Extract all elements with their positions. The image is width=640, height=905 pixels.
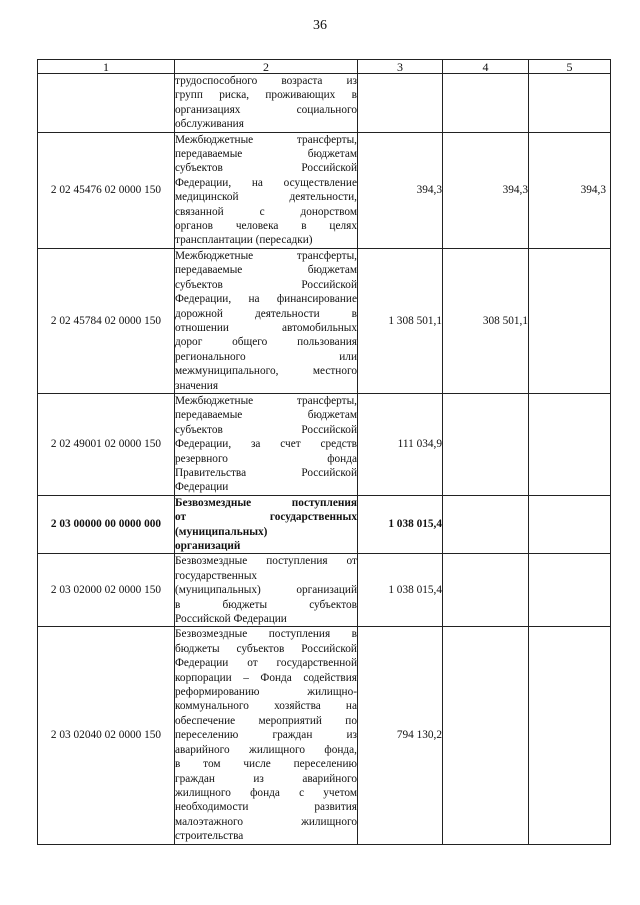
amount-col3: 394,3: [358, 132, 443, 248]
description-cell: [175, 627, 358, 844]
budget-code: [38, 74, 175, 133]
word: средств: [320, 438, 357, 451]
word: деятельности,: [289, 191, 357, 204]
budget-code: 2 03 02040 02 0000 150: [38, 627, 175, 844]
word: Российской: [301, 278, 357, 291]
column-header: 1: [38, 60, 175, 74]
word: отношении: [175, 321, 229, 334]
word: осуществление: [283, 176, 357, 189]
word: Федерации,: [175, 293, 232, 306]
word: Безвозмездные: [175, 555, 248, 568]
amount-col4: [443, 627, 529, 844]
description-line: [175, 423, 357, 437]
word: трансферты,: [296, 249, 357, 262]
word: Российской: [301, 642, 357, 655]
word: переселению: [293, 758, 357, 771]
description-line: значения: [175, 379, 219, 392]
description-line: [175, 642, 357, 656]
description-line: [175, 452, 357, 466]
description-line: [175, 219, 357, 233]
word: бюджеты: [222, 598, 268, 611]
word: (муниципальных): [175, 584, 261, 597]
description-line: [175, 161, 357, 175]
word: групп: [175, 89, 203, 102]
word: финансирование: [276, 293, 357, 306]
description-line: [175, 699, 357, 713]
table-row: [38, 132, 611, 248]
word: мероприятий: [258, 714, 322, 727]
header-row: [38, 60, 611, 74]
description-line: [175, 408, 357, 422]
budget-code: 2 02 45784 02 0000 150: [38, 248, 175, 393]
word: в: [175, 758, 181, 771]
description-line: [175, 437, 357, 451]
amount-col5: 394,3: [529, 132, 611, 248]
description-line: [175, 757, 357, 771]
word: содействия: [303, 671, 357, 684]
word: передаваемые: [175, 409, 243, 422]
column-header: 2: [175, 60, 358, 74]
word: граждан: [272, 729, 313, 742]
description-line: [175, 743, 357, 757]
word: на: [345, 700, 357, 713]
description-cell: [175, 132, 358, 248]
description-line: [175, 656, 357, 670]
amount-col4: [443, 495, 529, 554]
word: жилищно-: [307, 686, 357, 699]
description-line: [175, 815, 357, 829]
word: деятельности: [254, 307, 320, 320]
word: развития: [314, 801, 357, 814]
table-row: [38, 74, 611, 133]
word: Федерации: [175, 657, 229, 670]
table-row: [38, 248, 611, 393]
word: проживающих: [265, 89, 336, 102]
word: Российской: [301, 162, 357, 175]
budget-table: [37, 59, 611, 845]
description-line: обслуживания: [175, 118, 244, 131]
word: риска,: [219, 89, 250, 102]
amount-col3: 111 034,9: [358, 393, 443, 495]
word: за: [250, 438, 261, 451]
description-line: [175, 176, 357, 190]
word: Безвозмездные: [175, 628, 248, 641]
word: межмуниципального,: [175, 365, 279, 378]
word: органов: [175, 220, 213, 233]
word: на: [251, 176, 263, 189]
amount-col4: 308 501,1: [443, 248, 529, 393]
word: от: [346, 555, 357, 568]
word: бюджетам: [307, 409, 357, 422]
description-line: [175, 74, 357, 88]
word: с: [299, 786, 305, 799]
description-line: [175, 394, 357, 408]
word: возраста: [281, 75, 323, 87]
word: общего: [232, 336, 268, 349]
word: субъектов: [175, 162, 223, 175]
description-line: [175, 292, 357, 306]
description-line: [175, 190, 357, 204]
amount-col5: [529, 554, 611, 627]
word: организаций: [296, 584, 357, 597]
word: по: [345, 714, 357, 727]
description-line: трансплантации (пересадки): [175, 234, 313, 247]
table-row: [38, 554, 611, 627]
word: в: [351, 89, 357, 102]
word: Межбюджетные: [175, 394, 254, 407]
word: малоэтажного: [175, 815, 244, 828]
word: целях: [329, 220, 357, 233]
amount-col5: [529, 248, 611, 393]
word: человека: [235, 220, 279, 233]
amount-col3: 1 038 015,4: [358, 554, 443, 627]
amount-col3: 794 130,2: [358, 627, 443, 844]
word: бюджетам: [307, 148, 357, 161]
word: Межбюджетные: [175, 133, 254, 146]
word: Российской: [301, 423, 357, 436]
amount-col5: [529, 627, 611, 844]
description-line: [175, 350, 357, 364]
word: граждан: [175, 772, 215, 785]
word: Российской: [301, 466, 357, 479]
amount-col5: [529, 74, 611, 133]
description-line: [175, 263, 357, 277]
description-line: [175, 364, 357, 378]
word: фонда: [327, 452, 357, 465]
word: аварийного: [302, 772, 357, 785]
word: хозяйства: [274, 700, 321, 713]
amount-col3: [358, 74, 443, 133]
word: государственной: [276, 657, 357, 670]
word: субъектов: [175, 423, 223, 436]
amount-col4: [443, 393, 529, 495]
word: организациях: [175, 103, 241, 116]
description-line: [175, 800, 357, 814]
word: передаваемые: [175, 148, 243, 161]
word: или: [339, 350, 357, 363]
word: из: [346, 729, 357, 742]
word: аварийного: [175, 743, 230, 756]
description-line: [175, 133, 357, 147]
word: от: [175, 511, 187, 524]
column-header: 4: [443, 60, 529, 74]
description-line: [175, 510, 357, 524]
word: из: [346, 75, 357, 87]
word: связанной: [175, 205, 224, 218]
word: поступления: [266, 555, 328, 568]
word: Фонда: [260, 671, 292, 684]
description-line: [175, 583, 357, 597]
word: трудоспособного: [175, 75, 258, 87]
word: реформированию: [175, 686, 260, 699]
description-line: [175, 627, 357, 641]
column-header: 5: [529, 60, 611, 74]
word: трансферты,: [296, 394, 357, 407]
word: местного: [312, 365, 357, 378]
table-row: [38, 495, 611, 554]
amount-col4: 394,3: [443, 132, 529, 248]
budget-code: 2 02 45476 02 0000 150: [38, 132, 175, 248]
word: регионального: [175, 350, 246, 363]
description-cell: [175, 248, 358, 393]
description-line: [175, 554, 357, 568]
page-number: 36: [313, 18, 327, 33]
word: из: [253, 772, 264, 785]
word: числе: [243, 758, 271, 771]
description-line: строительства: [175, 830, 244, 843]
description-line: государственных: [175, 569, 258, 582]
description-line: организаций: [175, 540, 241, 552]
word: в: [351, 628, 357, 641]
word: поступления: [268, 628, 331, 641]
word: субъектов: [236, 642, 285, 655]
word: бюджетам: [307, 264, 357, 277]
description-line: [175, 685, 357, 699]
word: фонда,: [324, 743, 357, 756]
description-line: (муниципальных): [175, 525, 268, 538]
word: корпорации: [175, 671, 232, 684]
description-line: [175, 335, 357, 349]
description-line: [175, 728, 357, 742]
table-body: [38, 74, 611, 845]
word: в: [175, 598, 181, 611]
word: поступления: [291, 496, 357, 509]
word: дорожной: [175, 307, 223, 320]
budget-code: 2 03 00000 00 0000 000: [38, 495, 175, 554]
table-row: [38, 393, 611, 495]
word: субъектов: [175, 278, 223, 291]
description-line: [175, 786, 357, 800]
amount-col5: [529, 393, 611, 495]
word: в: [301, 220, 307, 233]
description-line: [175, 466, 357, 480]
word: жилищного: [175, 786, 231, 799]
word: фонда: [250, 786, 280, 799]
word: коммунального: [175, 700, 249, 713]
word: медицинской: [175, 191, 239, 204]
description-line: Российской Федерации: [175, 613, 287, 626]
description-line: Федерации: [175, 481, 229, 494]
description-line: [175, 772, 357, 786]
word: Федерации,: [175, 176, 232, 189]
word: с: [259, 205, 265, 218]
column-header: 3: [358, 60, 443, 74]
description-cell: [175, 74, 358, 133]
budget-code: 2 03 02000 02 0000 150: [38, 554, 175, 627]
description-line: [175, 671, 357, 685]
description-line: [175, 249, 357, 263]
word: учетом: [323, 786, 357, 799]
description-line: [175, 321, 357, 335]
budget-code: 2 02 49001 02 0000 150: [38, 393, 175, 495]
word: счет: [280, 438, 301, 451]
word: донорством: [300, 205, 357, 218]
description-line: [175, 496, 357, 510]
word: государственных: [269, 511, 357, 524]
word: обеспечение: [175, 714, 236, 727]
word: переселению: [175, 729, 239, 742]
word: дорог: [175, 336, 203, 349]
description-cell: [175, 554, 358, 627]
description-line: [175, 103, 357, 117]
description-line: [175, 307, 357, 321]
word: бюджеты: [175, 642, 220, 655]
table-row: [38, 627, 611, 844]
description-cell: [175, 495, 358, 554]
word: Правительства: [175, 466, 247, 479]
word: –: [243, 671, 249, 684]
word: передаваемые: [175, 264, 243, 277]
description-cell: [175, 393, 358, 495]
description-line: [175, 278, 357, 292]
word: трансферты,: [296, 133, 357, 146]
word: необходимости: [175, 801, 249, 814]
word: субъектов: [309, 598, 357, 611]
description-line: [175, 714, 357, 728]
description-line: [175, 147, 357, 161]
word: резервного: [175, 452, 228, 465]
amount-col5: [529, 495, 611, 554]
description-line: [175, 205, 357, 219]
amount-col3: 1 038 015,4: [358, 495, 443, 554]
word: в: [351, 307, 357, 320]
word: автомобильных: [282, 321, 357, 334]
word: жилищного: [249, 743, 305, 756]
description-line: [175, 88, 357, 102]
description-line: [175, 598, 357, 612]
word: Безвозмездные: [175, 496, 252, 509]
word: социального: [296, 103, 357, 116]
word: пользования: [297, 336, 357, 349]
word: на: [248, 293, 260, 306]
word: жилищного: [301, 815, 357, 828]
amount-col4: [443, 74, 529, 133]
word: том: [203, 758, 221, 771]
word: от: [247, 657, 258, 670]
word: Межбюджетные: [175, 249, 254, 262]
word: Федерации,: [175, 438, 232, 451]
amount-col4: [443, 554, 529, 627]
amount-col3: 1 308 501,1: [358, 248, 443, 393]
